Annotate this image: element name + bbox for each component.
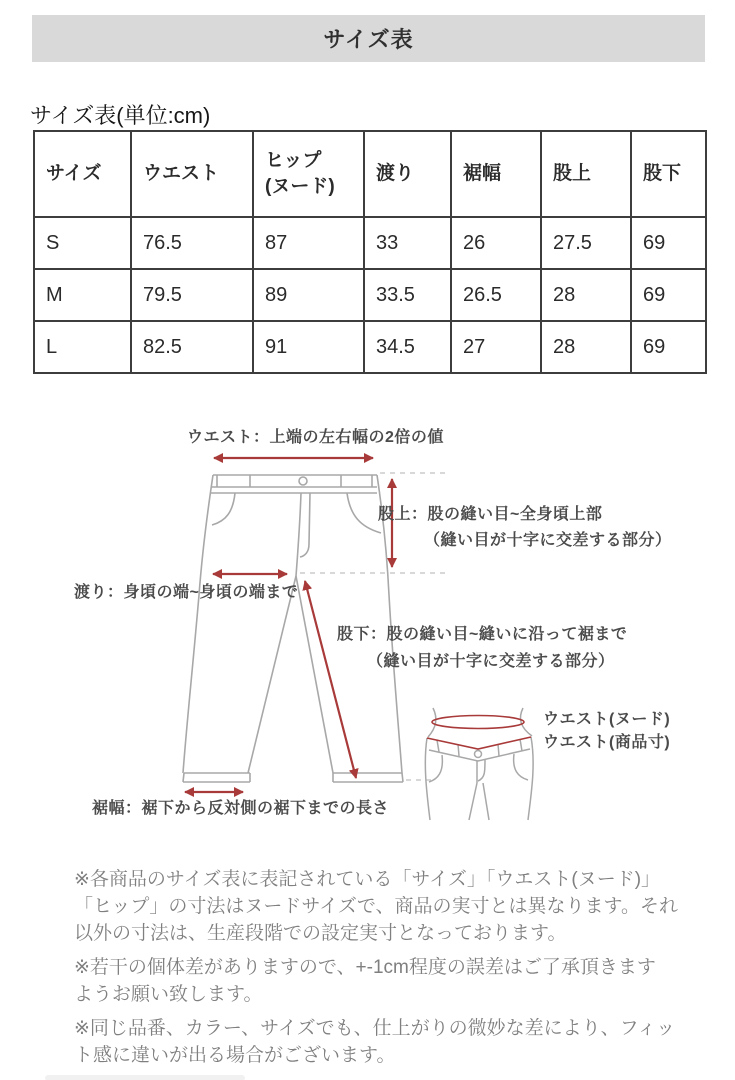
cell-hem-width: 27 bbox=[451, 321, 541, 373]
cell-thigh: 34.5 bbox=[364, 321, 451, 373]
table-row-l bbox=[34, 321, 706, 373]
col-header-inseam: 股下 bbox=[631, 131, 706, 217]
cell-hem-width: 26 bbox=[451, 217, 541, 269]
thigh-label: 渡り：身頃の端~身頃の端まで bbox=[74, 584, 299, 601]
col-header-rise: 股上 bbox=[541, 131, 631, 217]
col-header-waist: ウエスト bbox=[131, 131, 253, 217]
cell-hip: 89 bbox=[253, 269, 364, 321]
inseam-label-line1: 股下：股の縫い目~縫いに沿って裾まで bbox=[337, 626, 628, 643]
table-row-s bbox=[34, 217, 706, 269]
waist-figure-red-marks bbox=[427, 716, 531, 750]
nude-waist-ellipse bbox=[432, 716, 524, 729]
col-header-thigh: 渡り bbox=[364, 131, 451, 217]
cell-waist: 76.5 bbox=[131, 217, 253, 269]
size-table-title: サイズ表(単位:cm) bbox=[30, 103, 211, 128]
waist-button-icon bbox=[299, 477, 307, 485]
cell-inseam: 69 bbox=[631, 269, 706, 321]
cell-size: S bbox=[34, 217, 131, 269]
product-waist-line bbox=[427, 737, 531, 749]
note-fit-variation: ※同じ品番、カラー、サイズでも、仕上がりの微妙な差により、フィッ ト感に違いが出る場合がございます。 bbox=[74, 1018, 676, 1066]
size-table-wrapper bbox=[33, 130, 707, 374]
cell-size: L bbox=[34, 321, 131, 373]
cell-waist: 79.5 bbox=[131, 269, 253, 321]
notes-section bbox=[74, 866, 724, 1076]
rise-label-line1: 股上：股の縫い目~全身頃上部 bbox=[378, 506, 603, 523]
cell-size: M bbox=[34, 269, 131, 321]
cell-thigh: 33 bbox=[364, 217, 451, 269]
note-tolerance: ※若干の個体差がありますので、+-1cm程度の誤差はご了承頂きます ようお願い致します。 bbox=[74, 957, 656, 1005]
section-header-title: サイズ表 bbox=[323, 27, 414, 52]
size-table bbox=[33, 130, 707, 374]
cell-rise: 28 bbox=[541, 269, 631, 321]
note-nude-size: ※各商品のサイズ表に表記されている「サイズ」「ウエスト(ヌード)」 「ヒップ」の寸法はヌードサイズで、商品の実寸とは異なります。それ 以外の寸法は、生産段階での設定実寸となっております。 bbox=[74, 869, 679, 944]
hem-width-label: 裾幅：裾下から反対側の裾下までの長さ bbox=[92, 800, 390, 817]
rise-label-line2: （縫い目が十字に交差する部分） bbox=[424, 532, 672, 549]
cell-hip: 91 bbox=[253, 321, 364, 373]
cell-waist: 82.5 bbox=[131, 321, 253, 373]
size-table-header-row bbox=[34, 131, 706, 217]
waist-nude-label: ウエスト(ヌード) bbox=[543, 711, 671, 728]
bottom-faint-bar bbox=[45, 1075, 245, 1080]
cell-inseam: 69 bbox=[631, 217, 706, 269]
inseam-arrow bbox=[305, 581, 356, 778]
waist-product-label: ウエスト(商品寸) bbox=[543, 734, 671, 751]
measurement-diagram bbox=[0, 420, 735, 865]
col-header-hem-width: 裾幅 bbox=[451, 131, 541, 217]
cell-rise: 28 bbox=[541, 321, 631, 373]
col-header-hip: ヒップ (ヌード) bbox=[253, 131, 364, 217]
cell-hem-width: 26.5 bbox=[451, 269, 541, 321]
cell-inseam: 69 bbox=[631, 321, 706, 373]
section-header-bar bbox=[32, 15, 705, 62]
col-header-size: サイズ bbox=[34, 131, 131, 217]
cell-thigh: 33.5 bbox=[364, 269, 451, 321]
inseam-label-line2: （縫い目が十字に交差する部分） bbox=[367, 653, 615, 670]
table-row-m bbox=[34, 269, 706, 321]
cell-rise: 27.5 bbox=[541, 217, 631, 269]
waist-label: ウエスト：上端の左右幅の2倍の値 bbox=[187, 429, 444, 446]
cell-hip: 87 bbox=[253, 217, 364, 269]
